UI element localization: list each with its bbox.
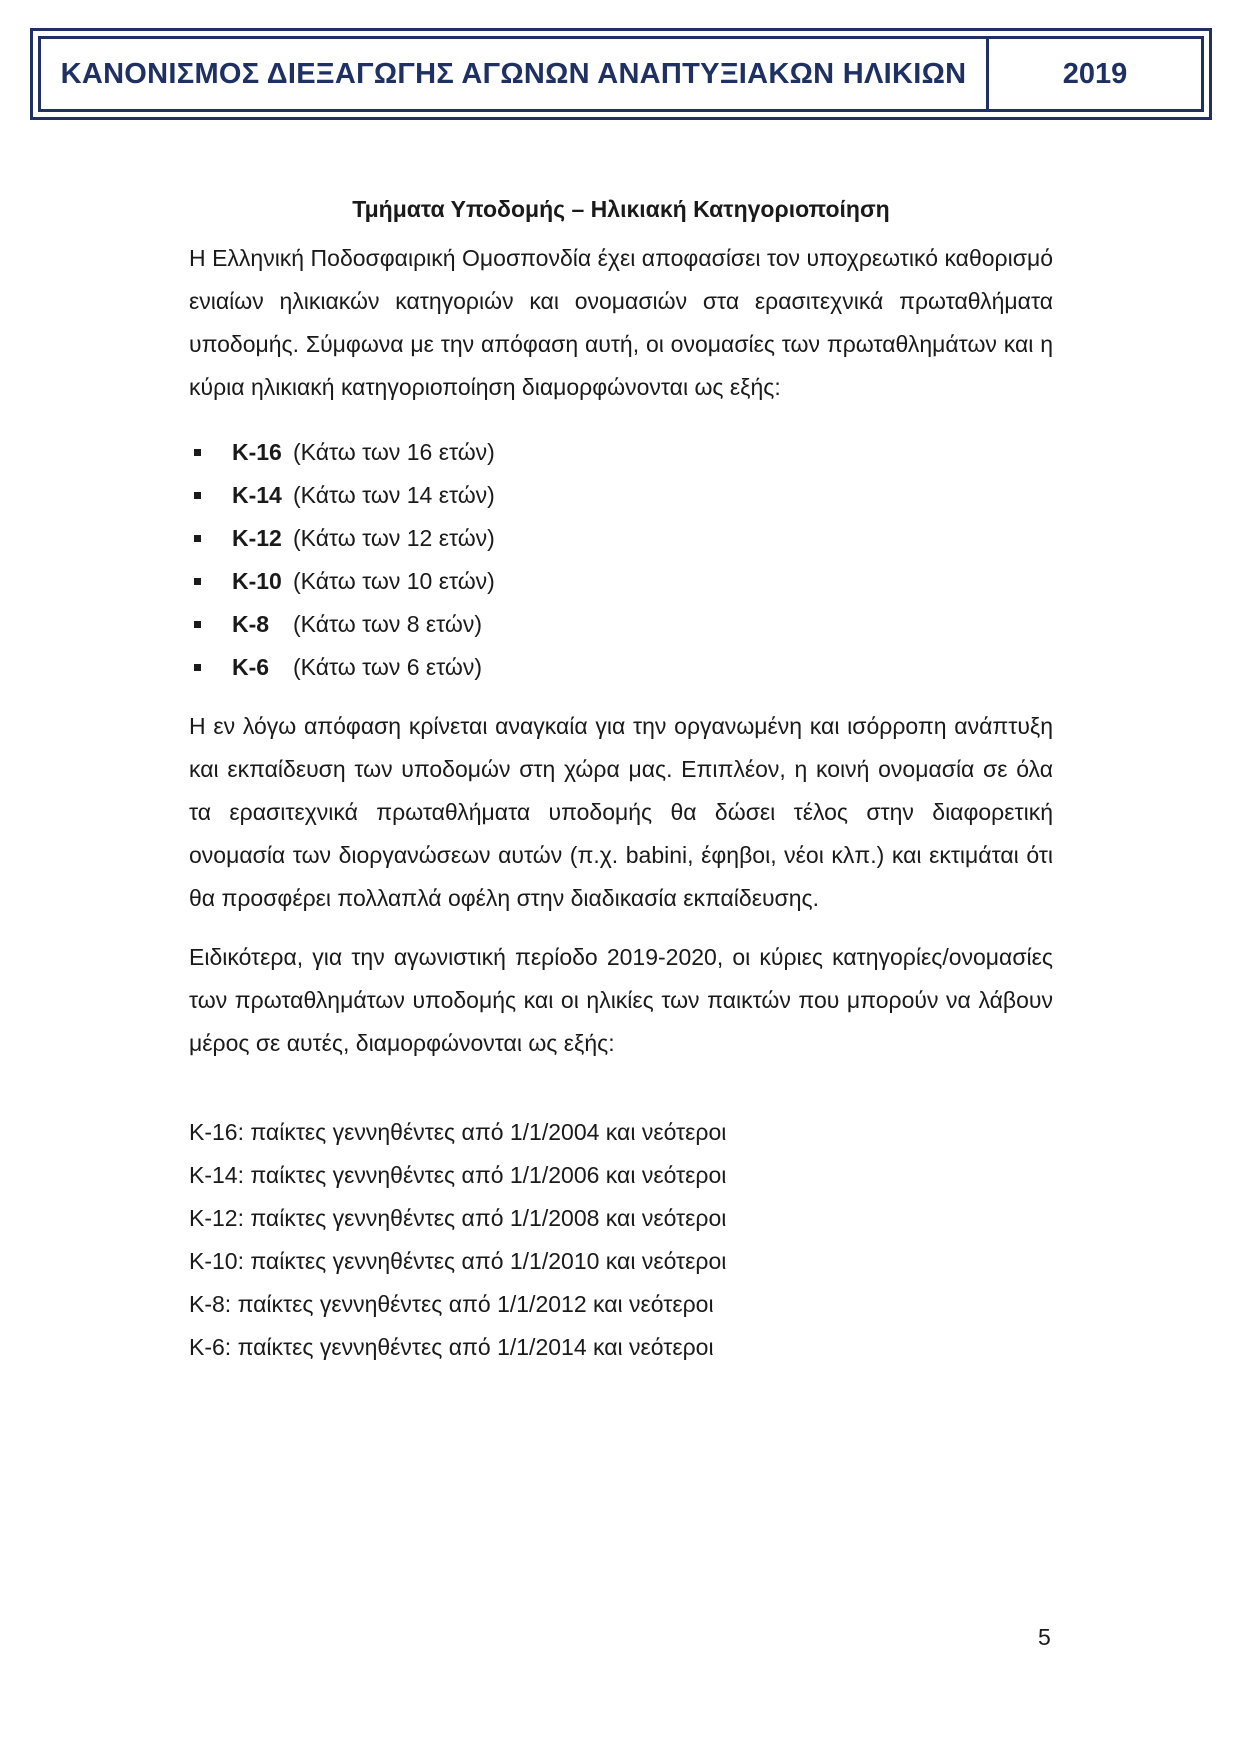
category-code: Κ-16 (232, 439, 282, 465)
list-item (189, 517, 1053, 560)
category-code: Κ-8 (232, 611, 270, 637)
category-code: Κ-10 (232, 568, 282, 594)
list-item: Κ-6: παίκτες γεννηθέντες από 1/1/2014 και νεότεροι (189, 1334, 714, 1360)
list-item (189, 646, 1053, 689)
season-paragraph: Ειδικότερα, για την αγωνιστική περίοδο 2019-2020, οι κύριες κατηγορίες/ονομασίες των πρωταθλημάτων υποδομής και οι ηλικίες των παικτών που μπορούν να λάβουν μέρος σε αυτές, διαμορφώνονται ως εξής: (189, 944, 1053, 1056)
bullet-icon (194, 535, 201, 542)
age-category-list (189, 431, 1053, 689)
list-item (189, 603, 1053, 646)
category-code: Κ-6 (232, 654, 270, 680)
page-content (189, 196, 1053, 1369)
birth-year-list (189, 1111, 1053, 1369)
category-code: Κ-14 (232, 482, 282, 508)
header-inner-frame (38, 36, 1204, 112)
category-desc: (Κάτω των 6 ετών) (293, 654, 483, 680)
list-item (189, 560, 1053, 603)
category-desc: (Κάτω των 10 ετών) (293, 568, 495, 594)
bullet-icon (194, 492, 201, 499)
document-header (30, 28, 1212, 120)
bullet-icon (194, 664, 201, 671)
list-item (189, 474, 1053, 517)
list-item: Κ-12: παίκτες γεννηθέντες από 1/1/2008 και νεότεροι (189, 1205, 727, 1231)
category-code: Κ-12 (232, 525, 282, 551)
category-desc: (Κάτω των 12 ετών) (293, 525, 495, 551)
category-desc: (Κάτω των 14 ετών) (293, 482, 495, 508)
bullet-icon (194, 621, 201, 628)
list-item: Κ-8: παίκτες γεννηθέντες από 1/1/2012 και νεότεροι (189, 1291, 714, 1317)
header-title: ΚΑΝΟΝΙΣΜΟΣ ΔΙΕΞΑΓΩΓΗΣ ΑΓΩΝΩΝ ΑΝΑΠΤΥΞΙΑΚΩΝ ΗΛΙΚΙΩΝ (41, 39, 989, 109)
category-desc: (Κάτω των 8 ετών) (293, 611, 483, 637)
list-item (189, 431, 1053, 474)
bullet-icon (194, 449, 201, 456)
section-title: Τμήματα Υποδομής – Ηλικιακή Κατηγοριοποίηση (352, 196, 890, 222)
list-item: Κ-10: παίκτες γεννηθέντες από 1/1/2010 και νεότεροι (189, 1248, 727, 1274)
page-number: 5 (1038, 1624, 1051, 1650)
list-item: Κ-14: παίκτες γεννηθέντες από 1/1/2006 και νεότεροι (189, 1162, 727, 1188)
intro-paragraph: Η Ελληνική Ποδοσφαιρική Ομοσπονδία έχει αποφασίσει τον υποχρεωτικό καθορισμό ενιαίων ηλικιακών κατηγοριών και ονομασιών στα ερασιτεχνικά πρωταθλήματα υποδομής. Σύμφωνα με την απόφαση αυτή, οι ονομασίες των πρωταθλημάτων και η κύρια ηλικιακή κατηγοριοποίηση διαμορφώνονται ως εξής: (189, 245, 1053, 400)
rationale-paragraph: Η εν λόγω απόφαση κρίνεται αναγκαία για την οργανωμένη και ισόρροπη ανάπτυξη και εκπαίδευση των υποδομών στη χώρα μας. Επιπλέον, η κοινή ονομασία σε όλα τα ερασιτεχνικά πρωταθλήματα υποδομής θα δώσει τέλος στην διαφορετική ονομασία των διοργανώσεων αυτών (π.χ. babini, έφηβοι, νέοι κλπ.) και εκτιμάται ότι θα προσφέρει πολλαπλά οφέλη στην διαδικασία εκπαίδευσης. (189, 713, 1053, 911)
bullet-icon (194, 578, 201, 585)
list-item: Κ-16: παίκτες γεννηθέντες από 1/1/2004 και νεότεροι (189, 1119, 727, 1145)
category-desc: (Κάτω των 16 ετών) (293, 439, 495, 465)
header-year: 2019 (1062, 57, 1128, 90)
